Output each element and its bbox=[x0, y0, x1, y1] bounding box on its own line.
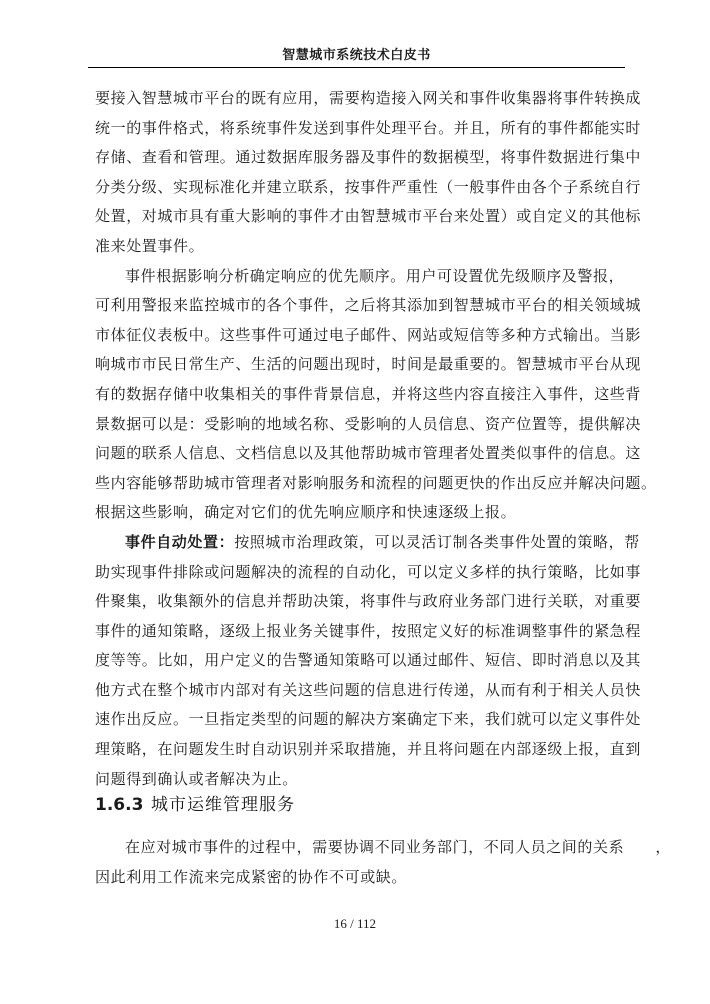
text-line: 事件根据影响分析确定响应的优先顺序。用户可设置优先级顺序及警报， bbox=[125, 266, 625, 285]
text-line: 要接入智慧城市平台的既有应用，需要构造接入网关和事件收集器将事件转换成 bbox=[95, 89, 642, 107]
text-line: 理策略，在问题发生时自动识别并采取措施，并且将问题在内部逐级上报，直到 bbox=[95, 740, 642, 759]
text-line: 问题的联系人信息、文档信息以及其他帮助城市管理者处置类似事件的信息。这 bbox=[95, 444, 642, 463]
paragraph-lead-text: 按照城市治理政策，可以灵活订制各类事件处置的策略，帮 bbox=[234, 532, 640, 551]
text-line: 景数据可以是：受影响的地域名称、受影响的人员信息、资产位置等，提供解决 bbox=[95, 414, 642, 433]
text-line: 问题得到确认或者解决为止。 bbox=[95, 769, 298, 788]
section-number: 1.6.3 bbox=[95, 795, 144, 815]
text-line: 可利用警报来监控城市的各个事件，之后将其添加到智慧城市平台的相关领域城 bbox=[95, 296, 642, 315]
text-line: 事件的通知策略，逐级上报业务关键事件，按照定义好的标准调整事件的紧急程 bbox=[95, 621, 642, 640]
text-line: 有的数据存储中收集相关的事件背景信息，并将这些内容直接注入事件，这些背 bbox=[95, 384, 642, 403]
text-line: 处置，对城市具有重大影响的事件才由智慧城市平台来处置）或自定义的其他标 bbox=[95, 207, 642, 226]
text-line: 统一的事件格式，将系统事件发送到事件处理平台。并且，所有的事件都能实时 bbox=[95, 118, 642, 137]
paragraph-1 bbox=[95, 84, 642, 262]
paragraph-lead-term: 事件自动处置： bbox=[125, 532, 235, 551]
text-line: 根据这些影响，确定对它们的优先响应顺序和快速逐级上报。 bbox=[95, 503, 517, 522]
text-line: 些内容能够帮助城市管理者对影响服务和流程的问题更快的作出反应并解决问题。 bbox=[95, 473, 657, 492]
text-line: 速作出反应。一旦指定类型的问题的解决方案确定下来，我们就可以定义事件处 bbox=[95, 710, 642, 729]
text-line: 存储、查看和管理。通过数据库服务器及事件的数据模型，将事件数据进行集中 bbox=[95, 148, 642, 167]
text-line: 度等等。比如，用户定义的告警通知策略可以通过邮件、短信、即时消息以及其 bbox=[95, 651, 642, 670]
page-number: 16 / 112 bbox=[333, 916, 377, 931]
section-title: 城市运维管理服务 bbox=[151, 795, 295, 815]
text-line: 他方式在整个城市内部对有关这些问题的信息进行传递，从而有利于相关人员快 bbox=[95, 680, 642, 699]
document-body bbox=[95, 84, 657, 794]
section-heading bbox=[95, 792, 630, 818]
text-line: 市体征仪表板中。这些事件可通过电子邮件、网站或短信等多种方式输出。当影 bbox=[95, 325, 642, 344]
text-line: 准来处置事件。 bbox=[95, 236, 205, 255]
paragraph-3 bbox=[95, 528, 642, 794]
text-line: 因此利用工作流来完成紧密的协作不可或缺。 bbox=[95, 867, 408, 886]
text-line: 响城市市民日常生产、生活的问题出现时，时间是最重要的。智慧城市平台从现 bbox=[95, 355, 642, 374]
text-line: 在应对城市事件的过程中，需要协调不同业务部门，不同人员之间的关系 ， bbox=[125, 838, 672, 856]
text-line: 分类分级、实现标准化并建立联系，按事件严重性（一般事件由各个子系统自行 bbox=[95, 177, 642, 196]
text-line bbox=[95, 528, 640, 558]
paragraph-2 bbox=[95, 262, 657, 528]
header-divider bbox=[88, 67, 625, 68]
text-line: 助实现事件排除或问题解决的流程的自动化，可以定义多样的执行策略，比如事 bbox=[95, 562, 642, 581]
page-header-title: 智慧城市系统技术白皮书 bbox=[282, 48, 431, 63]
section-body bbox=[95, 833, 672, 892]
text-line: 件聚集，收集额外的信息并帮助决策，将事件与政府业务部门进行关联，对重要 bbox=[95, 592, 642, 611]
